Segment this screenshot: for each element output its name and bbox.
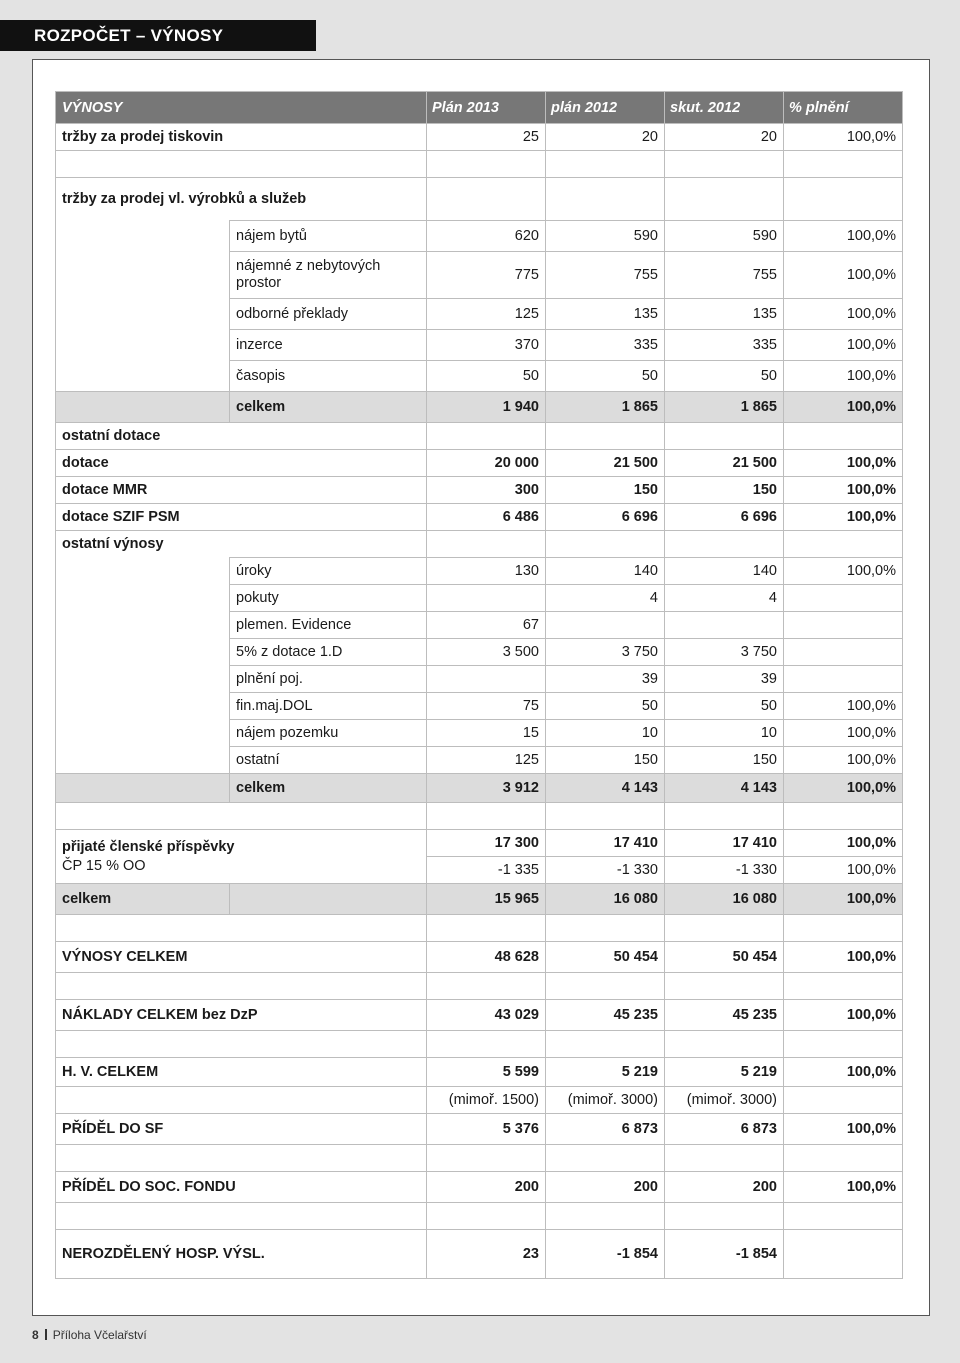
- cell: 50 454: [665, 942, 784, 973]
- table-row: [56, 504, 903, 531]
- spacer-row: [56, 1203, 903, 1230]
- cell: 20 000: [427, 450, 546, 477]
- table-row: [56, 423, 903, 450]
- cell: 20: [665, 124, 784, 151]
- cell: 6 486: [427, 504, 546, 531]
- cell: 755: [546, 252, 665, 299]
- row-label: dotace SZIF PSM: [56, 504, 427, 531]
- table-row: [56, 558, 903, 585]
- cell: 5 376: [427, 1114, 546, 1145]
- row-label: ostatní: [230, 747, 427, 774]
- cell: 620: [427, 221, 546, 252]
- cell: 4: [546, 585, 665, 612]
- header-cell: VÝNOSY: [56, 92, 427, 124]
- cell: 4 143: [665, 774, 784, 803]
- cell: 5 219: [546, 1058, 665, 1087]
- row-sublabel: ČP 15 % OO: [62, 857, 146, 874]
- row-label: úroky: [230, 558, 427, 585]
- cell: 150: [546, 747, 665, 774]
- cell: 100,0%: [784, 1000, 903, 1031]
- cell: 335: [546, 330, 665, 361]
- header-cell: skut. 2012: [665, 92, 784, 124]
- membership-label: [56, 830, 427, 884]
- page-number: 8: [32, 1328, 39, 1342]
- cell: 100,0%: [784, 504, 903, 531]
- cell: 16 080: [665, 884, 784, 915]
- cell: 21 500: [546, 450, 665, 477]
- row-label: plemen. Evidence: [230, 612, 427, 639]
- row-label: nájem bytů: [230, 221, 427, 252]
- cell: 1 940: [427, 392, 546, 423]
- cell: [427, 666, 546, 693]
- cell: -1 335: [427, 857, 546, 884]
- table-header: [56, 92, 903, 124]
- cell: 6 696: [665, 504, 784, 531]
- cell: 1 865: [665, 392, 784, 423]
- cell: 755: [665, 252, 784, 299]
- cell: 100,0%: [784, 884, 903, 915]
- cell: 50: [665, 361, 784, 392]
- row-label: PŘÍDĚL DO SOC. FONDU: [56, 1172, 427, 1203]
- cell: 135: [665, 299, 784, 330]
- spacer-row: [56, 151, 903, 178]
- cell: 10: [546, 720, 665, 747]
- page-footer: [32, 1328, 147, 1342]
- cell: 775: [427, 252, 546, 299]
- cell: 75: [427, 693, 546, 720]
- spacer-row: [56, 915, 903, 942]
- cell: 150: [546, 477, 665, 504]
- cell: 200: [665, 1172, 784, 1203]
- cell: 4: [665, 585, 784, 612]
- cell: 100,0%: [784, 221, 903, 252]
- cell: 20: [546, 124, 665, 151]
- row-label: pokuty: [230, 585, 427, 612]
- cell: -1 330: [665, 857, 784, 884]
- footer-text: Příloha Včelařství: [52, 1328, 147, 1342]
- cell: 6 873: [665, 1114, 784, 1145]
- row-label: celkem: [56, 884, 230, 915]
- cell: 67: [427, 612, 546, 639]
- row-label: inzerce: [230, 330, 427, 361]
- cell: 50: [546, 361, 665, 392]
- total-row: [56, 1230, 903, 1279]
- cell: 370: [427, 330, 546, 361]
- cell: 150: [665, 747, 784, 774]
- cell: 4 143: [546, 774, 665, 803]
- table-row: [56, 1087, 903, 1114]
- cell: -1 854: [665, 1230, 784, 1279]
- cell: 3 750: [546, 639, 665, 666]
- cell: 15 965: [427, 884, 546, 915]
- header-cell: % plnění: [784, 92, 903, 124]
- cell: 100,0%: [784, 942, 903, 973]
- cell: 6 696: [546, 504, 665, 531]
- cell: 590: [546, 221, 665, 252]
- cell: 100,0%: [784, 330, 903, 361]
- row-label: odborné překlady: [230, 299, 427, 330]
- spacer-row: [56, 803, 903, 830]
- total-row: [56, 1114, 903, 1145]
- cell: 3 750: [665, 639, 784, 666]
- section-label: ostatní dotace: [56, 423, 427, 450]
- cell: 5 219: [665, 1058, 784, 1087]
- cell: 3 912: [427, 774, 546, 803]
- cell: 45 235: [665, 1000, 784, 1031]
- cell: 100,0%: [784, 774, 903, 803]
- cell: 335: [665, 330, 784, 361]
- subtotal-row: [56, 884, 903, 915]
- cell: 100,0%: [784, 1114, 903, 1145]
- cell: 200: [427, 1172, 546, 1203]
- table-row: [56, 124, 903, 151]
- total-row: [56, 1172, 903, 1203]
- cell: 1 865: [546, 392, 665, 423]
- cell: 100,0%: [784, 299, 903, 330]
- row-label: nájem pozemku: [230, 720, 427, 747]
- cell: 45 235: [546, 1000, 665, 1031]
- cell: 100,0%: [784, 392, 903, 423]
- cell: 6 873: [546, 1114, 665, 1145]
- cell: 300: [427, 477, 546, 504]
- cell: -1 854: [546, 1230, 665, 1279]
- cell: 39: [665, 666, 784, 693]
- cell: 43 029: [427, 1000, 546, 1031]
- cell: (mimoř. 1500): [427, 1087, 546, 1114]
- cell: 21 500: [665, 450, 784, 477]
- cell: [784, 666, 903, 693]
- table-row: [56, 178, 903, 221]
- cell: 140: [546, 558, 665, 585]
- cell: 100,0%: [784, 124, 903, 151]
- cell: 100,0%: [784, 720, 903, 747]
- cell: 100,0%: [784, 477, 903, 504]
- table-row: [56, 477, 903, 504]
- cell: 16 080: [546, 884, 665, 915]
- cell: 17 300: [427, 830, 546, 857]
- cell: 50 454: [546, 942, 665, 973]
- cell: 17 410: [546, 830, 665, 857]
- header-cell: Plán 2013: [427, 92, 546, 124]
- table-row: [56, 221, 903, 252]
- row-label: přijaté členské příspěvky: [62, 838, 235, 855]
- row-label: H. V. CELKEM: [56, 1058, 427, 1087]
- cell: (mimoř. 3000): [665, 1087, 784, 1114]
- cell: [427, 585, 546, 612]
- cell: 125: [427, 299, 546, 330]
- cell: 39: [546, 666, 665, 693]
- subtotal-row: [56, 392, 903, 423]
- row-label: plnění poj.: [230, 666, 427, 693]
- row-label: tržby za prodej tiskovin: [56, 124, 427, 151]
- spacer-row: [56, 973, 903, 1000]
- row-label: celkem: [230, 392, 427, 423]
- row-label: dotace MMR: [56, 477, 427, 504]
- cell: [546, 612, 665, 639]
- cell: 3 500: [427, 639, 546, 666]
- cell: [784, 585, 903, 612]
- cell: 140: [665, 558, 784, 585]
- footer-divider: [45, 1329, 47, 1340]
- table-row: [56, 531, 903, 558]
- section-label: tržby za prodej vl. výrobků a služeb: [56, 178, 427, 221]
- row-label: PŘÍDĚL DO SF: [56, 1114, 427, 1145]
- cell: (mimoř. 3000): [546, 1087, 665, 1114]
- row-label: dotace: [56, 450, 427, 477]
- header-cell: plán 2012: [546, 92, 665, 124]
- table-row: [56, 450, 903, 477]
- budget-sheet: [32, 59, 930, 1316]
- section-label: ostatní výnosy: [56, 531, 427, 558]
- cell: 17 410: [665, 830, 784, 857]
- cell: 23: [427, 1230, 546, 1279]
- cell: 100,0%: [784, 361, 903, 392]
- cell: 50: [427, 361, 546, 392]
- cell: 50: [665, 693, 784, 720]
- spacer-row: [56, 1145, 903, 1172]
- cell: 130: [427, 558, 546, 585]
- cell: 100,0%: [784, 693, 903, 720]
- total-row: [56, 1058, 903, 1087]
- spacer-row: [56, 1031, 903, 1058]
- cell: 100,0%: [784, 747, 903, 774]
- subtotal-row: [56, 774, 903, 803]
- row-label: časopis: [230, 361, 427, 392]
- cell: 15: [427, 720, 546, 747]
- cell: 200: [546, 1172, 665, 1203]
- cell: 100,0%: [784, 252, 903, 299]
- row-label: 5% z dotace 1.D: [230, 639, 427, 666]
- row-label: nájemné z nebytových prostor: [230, 252, 427, 299]
- cell: 25: [427, 124, 546, 151]
- total-row: [56, 942, 903, 973]
- cell: 50: [546, 693, 665, 720]
- cell: [784, 639, 903, 666]
- cell: 48 628: [427, 942, 546, 973]
- row-label: celkem: [230, 774, 427, 803]
- cell: 125: [427, 747, 546, 774]
- cell: 100,0%: [784, 857, 903, 884]
- cell: 100,0%: [784, 1172, 903, 1203]
- cell: 10: [665, 720, 784, 747]
- page-title: ROZPOČET – VÝNOSY: [0, 20, 316, 51]
- cell: -1 330: [546, 857, 665, 884]
- row-label: fin.maj.DOL: [230, 693, 427, 720]
- cell: 100,0%: [784, 1058, 903, 1087]
- cell: 100,0%: [784, 830, 903, 857]
- row-label: NEROZDĚLENÝ HOSP. VÝSL.: [56, 1230, 427, 1279]
- table-row: [56, 830, 903, 857]
- row-label: VÝNOSY CELKEM: [56, 942, 427, 973]
- cell: 100,0%: [784, 558, 903, 585]
- cell: 150: [665, 477, 784, 504]
- cell: 100,0%: [784, 450, 903, 477]
- cell: [665, 612, 784, 639]
- row-label: NÁKLADY CELKEM bez DzP: [56, 1000, 427, 1031]
- cell: 5 599: [427, 1058, 546, 1087]
- cell: 590: [665, 221, 784, 252]
- revenue-table: [55, 91, 903, 1279]
- cell: [784, 612, 903, 639]
- total-row: [56, 1000, 903, 1031]
- cell: 135: [546, 299, 665, 330]
